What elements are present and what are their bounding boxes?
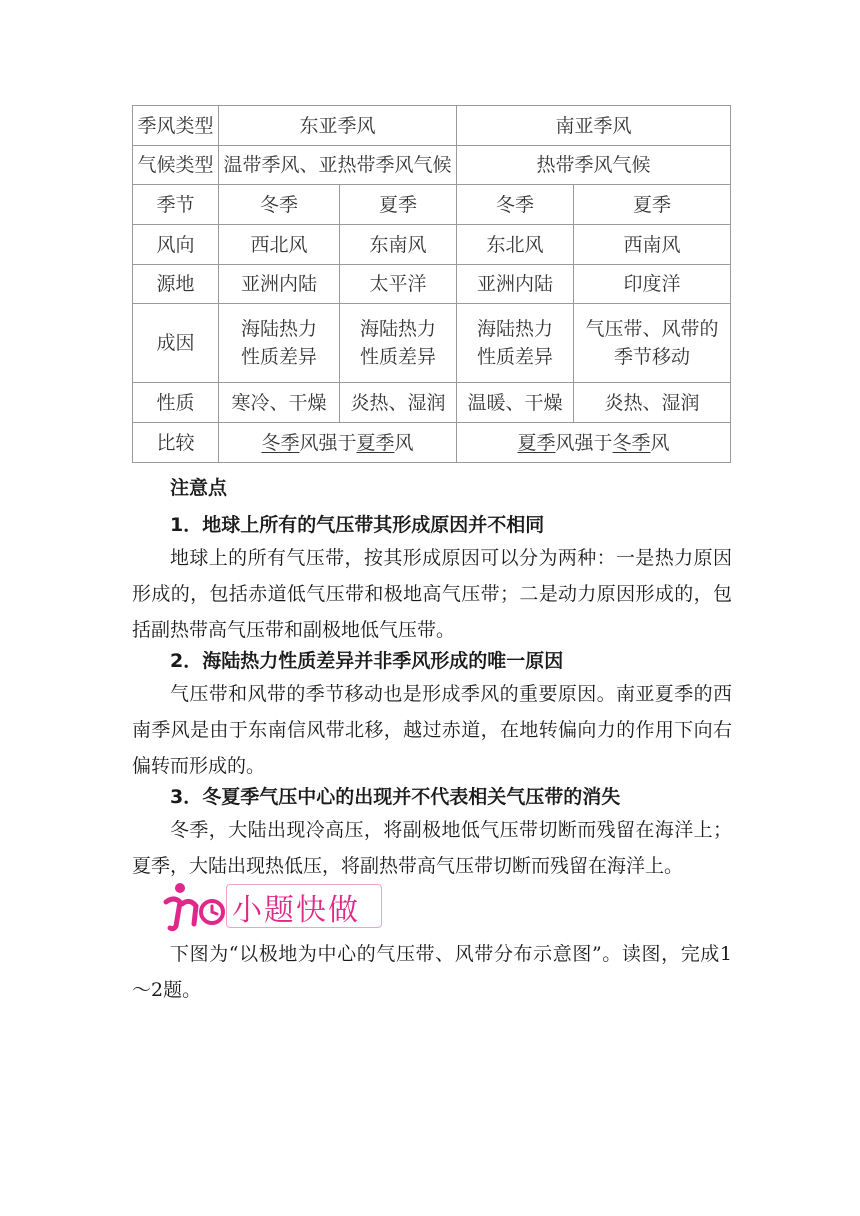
table-row (133, 106, 731, 146)
cell-line: 海陆热力 (477, 318, 554, 340)
cell-text: 风 (394, 431, 414, 454)
table-cell: 东南风 (340, 225, 457, 265)
question-intro: 下图为“以极地为中心的气压带、风带分布示意图”。读图，完成1～2题。 (132, 943, 732, 1001)
table-cell: 东北风 (457, 225, 574, 265)
table-cell: 亚洲内陆 (219, 265, 340, 304)
table-cell: 温暖、干燥 (457, 383, 574, 423)
cell-line: 气压带、风带的 (585, 318, 719, 340)
table-row (133, 185, 731, 225)
table-cell (574, 304, 731, 383)
table-cell: 温带季风、亚热带季风气候 (219, 146, 457, 185)
table-cell (457, 423, 731, 463)
cell-text: 风强于 (555, 431, 613, 454)
underlined-text: 冬季 (612, 431, 651, 454)
notes-title: 注意点 (170, 477, 228, 499)
table-cell: 夏季 (340, 185, 457, 225)
underlined-text: 夏季 (517, 431, 556, 454)
cell-line: 海陆热力 (240, 318, 317, 340)
row-label: 季节 (133, 185, 219, 225)
table-cell: 亚洲内陆 (457, 265, 574, 304)
table-cell: 西北风 (219, 225, 340, 265)
section-badge-label: 小题快做 (232, 893, 360, 928)
table-cell (219, 304, 340, 383)
table-row (133, 225, 731, 265)
note-heading-2: 2．海陆热力性质差异并非季风形成的唯一原因 (170, 650, 564, 672)
table-cell: 炎热、湿润 (340, 383, 457, 423)
table-cell: 热带季风气候 (457, 146, 731, 185)
cell-line: 季节移动 (614, 346, 691, 368)
row-label: 性质 (133, 383, 219, 423)
note-heading-3: 3．冬夏季气压中心的出现并不代表相关气压带的消失 (170, 786, 621, 808)
underlined-text: 冬季 (261, 431, 300, 454)
note-body-3: 冬季，大陆出现冷高压，将副极地低气压带切断而残留在海洋上；夏季，大陆出现热低压，将副热带高气压带切断而残留在海洋上。 (132, 819, 732, 877)
table-cell: 冬季 (457, 185, 574, 225)
cell-line: 海陆热力 (360, 318, 437, 340)
underlined-text: 夏季 (356, 431, 395, 454)
monsoon-comparison-table (132, 105, 731, 463)
table-row (133, 383, 731, 423)
row-label: 季风类型 (133, 106, 219, 146)
table-cell (457, 304, 574, 383)
cell-text: 风强于 (299, 431, 357, 454)
cell-south-asia-monsoon: 南亚季风 (457, 106, 731, 146)
row-label: 源地 (133, 265, 219, 304)
table-cell: 印度洋 (574, 265, 731, 304)
row-label: 比较 (133, 423, 219, 463)
table-cell: 寒冷、干燥 (219, 383, 340, 423)
table-row (133, 146, 731, 185)
cell-east-asia-monsoon: 东亚季风 (219, 106, 457, 146)
note-heading-1: 1．地球上所有的气压带其形成原因并不相同 (170, 514, 545, 536)
note-body-1: 地球上的所有气压带，按其形成原因可以分为两种：一是热力原因形成的，包括赤道低气压带和极地高气压带；二是动力原因形成的，包括副热带高气压带和副极地低气压带。 (132, 547, 732, 641)
table-row (133, 265, 731, 304)
table-cell: 西南风 (574, 225, 731, 265)
cell-line: 性质差异 (240, 346, 317, 368)
note-body-2: 气压带和风带的季节移动也是形成季风的重要原因。南亚夏季的西南季风是由于东南信风带北移，越过赤道，在地转偏向力的作用下向右偏转而形成的。 (132, 683, 732, 777)
cell-line: 性质差异 (477, 346, 554, 368)
cell-line: 性质差异 (360, 346, 437, 368)
table-cell: 冬季 (219, 185, 340, 225)
table-row (133, 304, 731, 383)
table-cell: 太平洋 (340, 265, 457, 304)
row-label: 成因 (133, 304, 219, 383)
table-cell: 炎热、湿润 (574, 383, 731, 423)
row-label: 风向 (133, 225, 219, 265)
row-label: 气候类型 (133, 146, 219, 185)
cell-text: 风 (650, 431, 670, 454)
table-row (133, 423, 731, 463)
table-cell (219, 423, 457, 463)
table-cell (340, 304, 457, 383)
table-cell: 夏季 (574, 185, 731, 225)
